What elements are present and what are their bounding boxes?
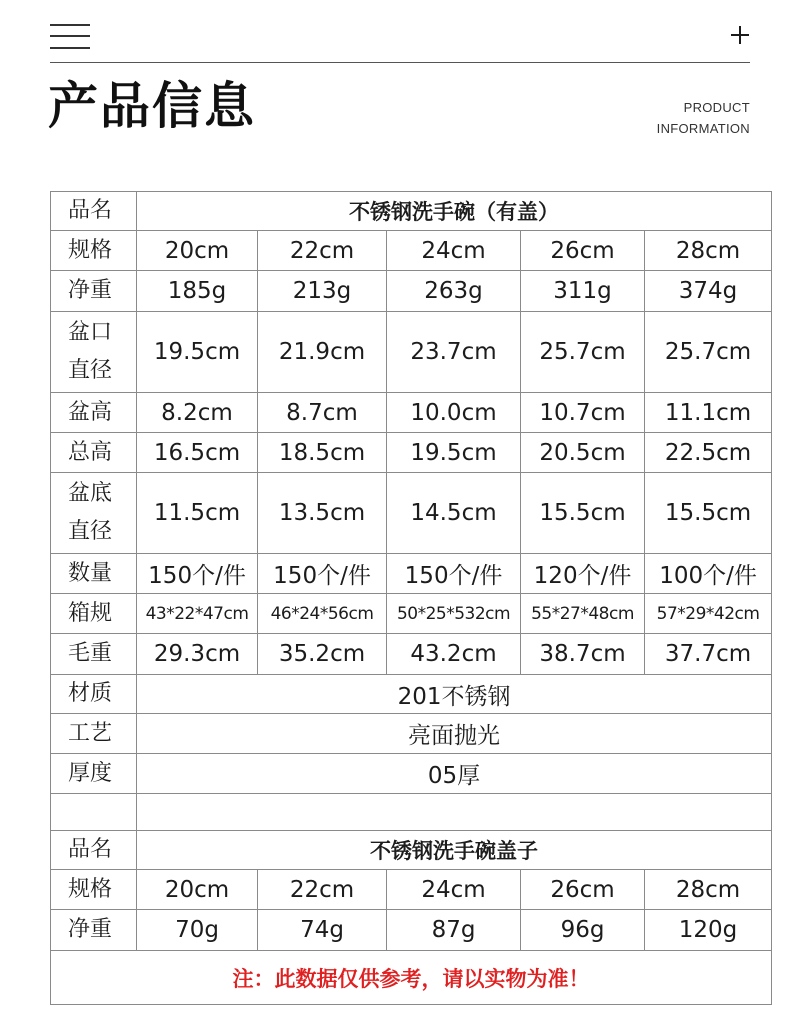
- table-cell: 15.5cm: [521, 473, 645, 554]
- table-cell: 374g: [645, 271, 772, 312]
- table-cell: 185g: [137, 271, 258, 312]
- table-cell: 263g: [387, 271, 521, 312]
- row-label: 厚度: [51, 754, 137, 794]
- header-divider: [50, 62, 750, 63]
- table-cell: 26cm: [521, 231, 645, 271]
- table-cell: 22cm: [258, 870, 387, 910]
- row-label: 品名: [51, 831, 137, 870]
- table-row: [51, 473, 772, 554]
- table-cell: 8.2cm: [137, 393, 258, 433]
- table-cell: 11.1cm: [645, 393, 772, 433]
- spacer-row: [51, 794, 772, 831]
- table-cell: 150个/件: [258, 554, 387, 594]
- row-label: 品名: [51, 192, 137, 231]
- subtitle-line-1: PRODUCT: [683, 100, 750, 115]
- table-cell: 20cm: [137, 870, 258, 910]
- table-row: [51, 271, 772, 312]
- table-cell: 150个/件: [387, 554, 521, 594]
- table-cell: 10.7cm: [521, 393, 645, 433]
- table-row: [51, 393, 772, 433]
- table-cell: 15.5cm: [645, 473, 772, 554]
- table-cell: 16.5cm: [137, 433, 258, 473]
- row-label: 工艺: [51, 714, 137, 754]
- table-row: [51, 675, 772, 714]
- table-cell: 18.5cm: [258, 433, 387, 473]
- table-cell: 96g: [521, 910, 645, 951]
- empty-cell: [51, 794, 137, 831]
- table-row: [51, 754, 772, 794]
- table-cell: 43*22*47cm: [137, 594, 258, 634]
- table-cell: 46*24*56cm: [258, 594, 387, 634]
- table-row: [51, 634, 772, 675]
- table-cell: 43.2cm: [387, 634, 521, 675]
- table-cell: 87g: [387, 910, 521, 951]
- table-cell: 24cm: [387, 231, 521, 271]
- table-cell: 22cm: [258, 231, 387, 271]
- table-row: [51, 231, 772, 271]
- disclaimer-note: 注：此数据仅供参考，请以实物为准！: [51, 951, 772, 1005]
- product-name: 不锈钢洗手碗（有盖）: [137, 192, 772, 231]
- table-cell: 28cm: [645, 870, 772, 910]
- table-cell: 25.7cm: [521, 312, 645, 393]
- table-cell: 50*25*532cm: [387, 594, 521, 634]
- table-cell: 70g: [137, 910, 258, 951]
- row-label: 材质: [51, 675, 137, 714]
- material-value: 201不锈钢: [137, 675, 772, 714]
- process-value: 亮面抛光: [137, 714, 772, 754]
- table-cell: 55*27*48cm: [521, 594, 645, 634]
- table-cell: 26cm: [521, 870, 645, 910]
- row-label-text: 盆口直径: [68, 320, 113, 383]
- row-label-text: 盆底直径: [68, 481, 113, 544]
- table-cell: 24cm: [387, 870, 521, 910]
- row-label: 规格: [51, 870, 137, 910]
- row-label: 毛重: [51, 634, 137, 675]
- empty-cell: [137, 794, 772, 831]
- row-label: 箱规: [51, 594, 137, 634]
- table-cell: 29.3cm: [137, 634, 258, 675]
- table-cell: 311g: [521, 271, 645, 312]
- table-cell: 10.0cm: [387, 393, 521, 433]
- menu-icon[interactable]: [50, 22, 90, 50]
- table-cell: 150个/件: [137, 554, 258, 594]
- table-row: [51, 831, 772, 870]
- table-row: [51, 910, 772, 951]
- plus-icon[interactable]: [731, 26, 749, 44]
- table-cell: 19.5cm: [387, 433, 521, 473]
- row-label: [51, 312, 137, 393]
- page-title: 产品信息: [48, 77, 256, 135]
- thickness-value: 05厚: [137, 754, 772, 794]
- table-row: [51, 312, 772, 393]
- table-row: [51, 433, 772, 473]
- subtitle-line-2: INFORMATION: [656, 121, 750, 136]
- table-cell: 28cm: [645, 231, 772, 271]
- table-cell: 37.7cm: [645, 634, 772, 675]
- table-cell: 74g: [258, 910, 387, 951]
- product-name: 不锈钢洗手碗盖子: [137, 831, 772, 870]
- row-label: 规格: [51, 231, 137, 271]
- table-row: [51, 714, 772, 754]
- table-cell: 213g: [258, 271, 387, 312]
- table-cell: 120个/件: [521, 554, 645, 594]
- table-row: [51, 594, 772, 634]
- row-label: 净重: [51, 271, 137, 312]
- table-cell: 100个/件: [645, 554, 772, 594]
- table-cell: 22.5cm: [645, 433, 772, 473]
- table-cell: 57*29*42cm: [645, 594, 772, 634]
- table-cell: 20.5cm: [521, 433, 645, 473]
- row-label: [51, 473, 137, 554]
- table-cell: 19.5cm: [137, 312, 258, 393]
- page-subtitle: [657, 97, 750, 139]
- row-label: 数量: [51, 554, 137, 594]
- table-cell: 20cm: [137, 231, 258, 271]
- table-cell: 120g: [645, 910, 772, 951]
- row-label: 净重: [51, 910, 137, 951]
- table-cell: 14.5cm: [387, 473, 521, 554]
- table-row: [51, 554, 772, 594]
- table-row: [51, 192, 772, 231]
- table-cell: 25.7cm: [645, 312, 772, 393]
- table-cell: 8.7cm: [258, 393, 387, 433]
- row-label: 盆高: [51, 393, 137, 433]
- table-cell: 38.7cm: [521, 634, 645, 675]
- table-cell: 21.9cm: [258, 312, 387, 393]
- spec-table: [50, 191, 772, 1005]
- table-cell: 13.5cm: [258, 473, 387, 554]
- table-cell: 23.7cm: [387, 312, 521, 393]
- table-cell: 11.5cm: [137, 473, 258, 554]
- table-row: [51, 870, 772, 910]
- table-row: [51, 951, 772, 1005]
- row-label: 总高: [51, 433, 137, 473]
- table-cell: 35.2cm: [258, 634, 387, 675]
